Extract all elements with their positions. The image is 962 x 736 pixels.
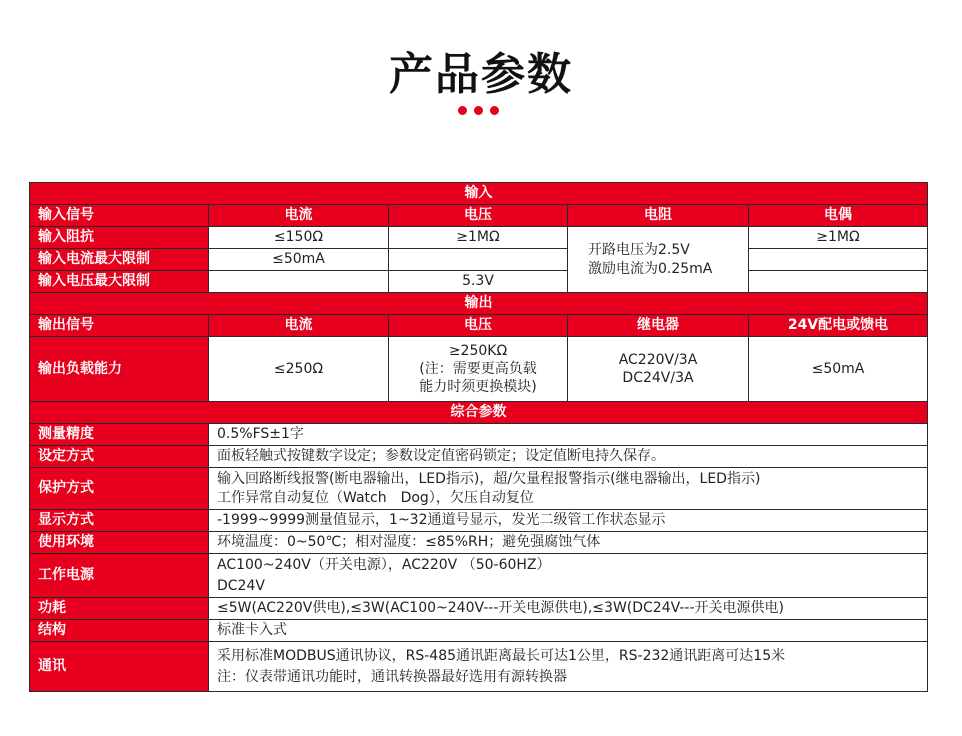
table-row (30, 642, 928, 692)
output-section-row (30, 293, 928, 315)
table-row (30, 510, 928, 532)
row-label: 输出信号 (30, 315, 209, 337)
table-row (30, 620, 928, 642)
title-decoration-dots (458, 106, 506, 116)
row-label: 功耗 (30, 598, 209, 620)
row-label: 输入电流最大限制 (30, 249, 209, 271)
resistance-note-cell (568, 227, 749, 293)
column-header: 电压 (389, 315, 568, 337)
output-signal-row (30, 315, 928, 337)
row-label: 设定方式 (30, 446, 209, 468)
row-label: 结构 (30, 620, 209, 642)
row-label: 保护方式 (30, 468, 209, 510)
dot-icon (490, 106, 499, 115)
output-load-row (30, 337, 928, 402)
load-voltage-line: ≥250KΩ (448, 343, 508, 359)
cell-line: 工作异常自动复位（Watch Dog），欠压自动复位 (217, 489, 534, 506)
section-header-general: 综合参数 (30, 402, 928, 424)
table-cell (209, 468, 928, 510)
table-cell: ≥1MΩ (749, 227, 928, 249)
table-cell: ≤50mA (209, 249, 389, 271)
cell-line: DC24V (217, 577, 265, 594)
table-cell: 0.5%FS±1字 (209, 424, 928, 446)
table-cell (389, 337, 568, 402)
input-impedance-row (30, 227, 928, 249)
table-cell: 面板轻触式按键数字设定；参数设定值密码锁定；设定值断电持久保存。 (209, 446, 928, 468)
table-cell (389, 249, 568, 271)
column-header: 电压 (389, 205, 568, 227)
page-title: 产品参数 (389, 49, 573, 100)
column-header: 电流 (209, 315, 389, 337)
cell-line: 输入回路断线报警(断电器输出，LED指示)，超/欠量程报警指示(继电器输出，LED指示) (217, 470, 761, 487)
spec-table (29, 182, 928, 692)
dot-icon (458, 106, 467, 115)
row-label: 测量精度 (30, 424, 209, 446)
cell-line: AC100~240V（开关电源），AC220V （50-60HZ） (217, 556, 551, 573)
table-cell: ≤50mA (749, 337, 928, 402)
column-header: 电偶 (749, 205, 928, 227)
table-row (30, 554, 928, 598)
dot-icon (474, 106, 483, 115)
row-label: 通讯 (30, 642, 209, 692)
row-label: 显示方式 (30, 510, 209, 532)
load-voltage-line: (注：需要更高负载 (419, 361, 537, 377)
cell-line: 注：仪表带通讯功能时，通讯转换器最好选用有源转换器 (217, 668, 567, 685)
input-signal-row (30, 205, 928, 227)
section-header-output: 输出 (30, 293, 928, 315)
row-label: 使用环境 (30, 532, 209, 554)
table-row (30, 424, 928, 446)
section-header-input: 输入 (30, 183, 928, 205)
column-header: 继电器 (568, 315, 749, 337)
row-label: 工作电源 (30, 554, 209, 598)
resistance-note-line: 开路电压为2.5V (588, 241, 690, 258)
load-relay-line: DC24V/3A (622, 370, 694, 386)
input-section-row (30, 183, 928, 205)
load-relay-line: AC220V/3A (618, 352, 698, 368)
table-cell: ≤5W(AC220V供电),≤3W(AC100~240V---开关电源供电),≤3W(DC24V---开关电源供电) (209, 598, 928, 620)
cell-line: 采用标准MODBUS通讯协议，RS-485通讯距离最长可达1公里，RS-232通讯距离可达15米 (217, 647, 786, 664)
column-header: 24V配电或馈电 (749, 315, 928, 337)
general-section-row (30, 402, 928, 424)
input-current-limit-row (30, 249, 928, 271)
column-header: 电流 (209, 205, 389, 227)
table-cell: -1999~9999测量值显示，1~32通道号显示，发光二级管工作状态显示 (209, 510, 928, 532)
input-voltage-limit-row (30, 271, 928, 293)
table-cell: 标准卡入式 (209, 620, 928, 642)
resistance-note-line: 激励电流为0.25mA (588, 260, 713, 277)
row-label: 输入阻抗 (30, 227, 209, 249)
table-cell: ≤150Ω (209, 227, 389, 249)
table-cell: 环境温度：0~50℃；相对湿度：≤85%RH；避免强腐蚀气体 (209, 532, 928, 554)
table-cell (749, 249, 928, 271)
table-row (30, 532, 928, 554)
table-cell: 5.3V (389, 271, 568, 293)
table-cell: ≤250Ω (209, 337, 389, 402)
table-cell (209, 642, 928, 692)
load-voltage-line: 能力时须更换模块) (419, 379, 537, 395)
column-header: 电阻 (568, 205, 749, 227)
row-label: 输入信号 (30, 205, 209, 227)
table-row (30, 468, 928, 510)
table-cell (568, 337, 749, 402)
table-cell (209, 554, 928, 598)
table-row (30, 446, 928, 468)
row-label: 输入电压最大限制 (30, 271, 209, 293)
table-cell (749, 271, 928, 293)
table-row (30, 598, 928, 620)
table-cell: ≥1MΩ (389, 227, 568, 249)
row-label: 输出负载能力 (30, 337, 209, 402)
table-cell (209, 271, 389, 293)
